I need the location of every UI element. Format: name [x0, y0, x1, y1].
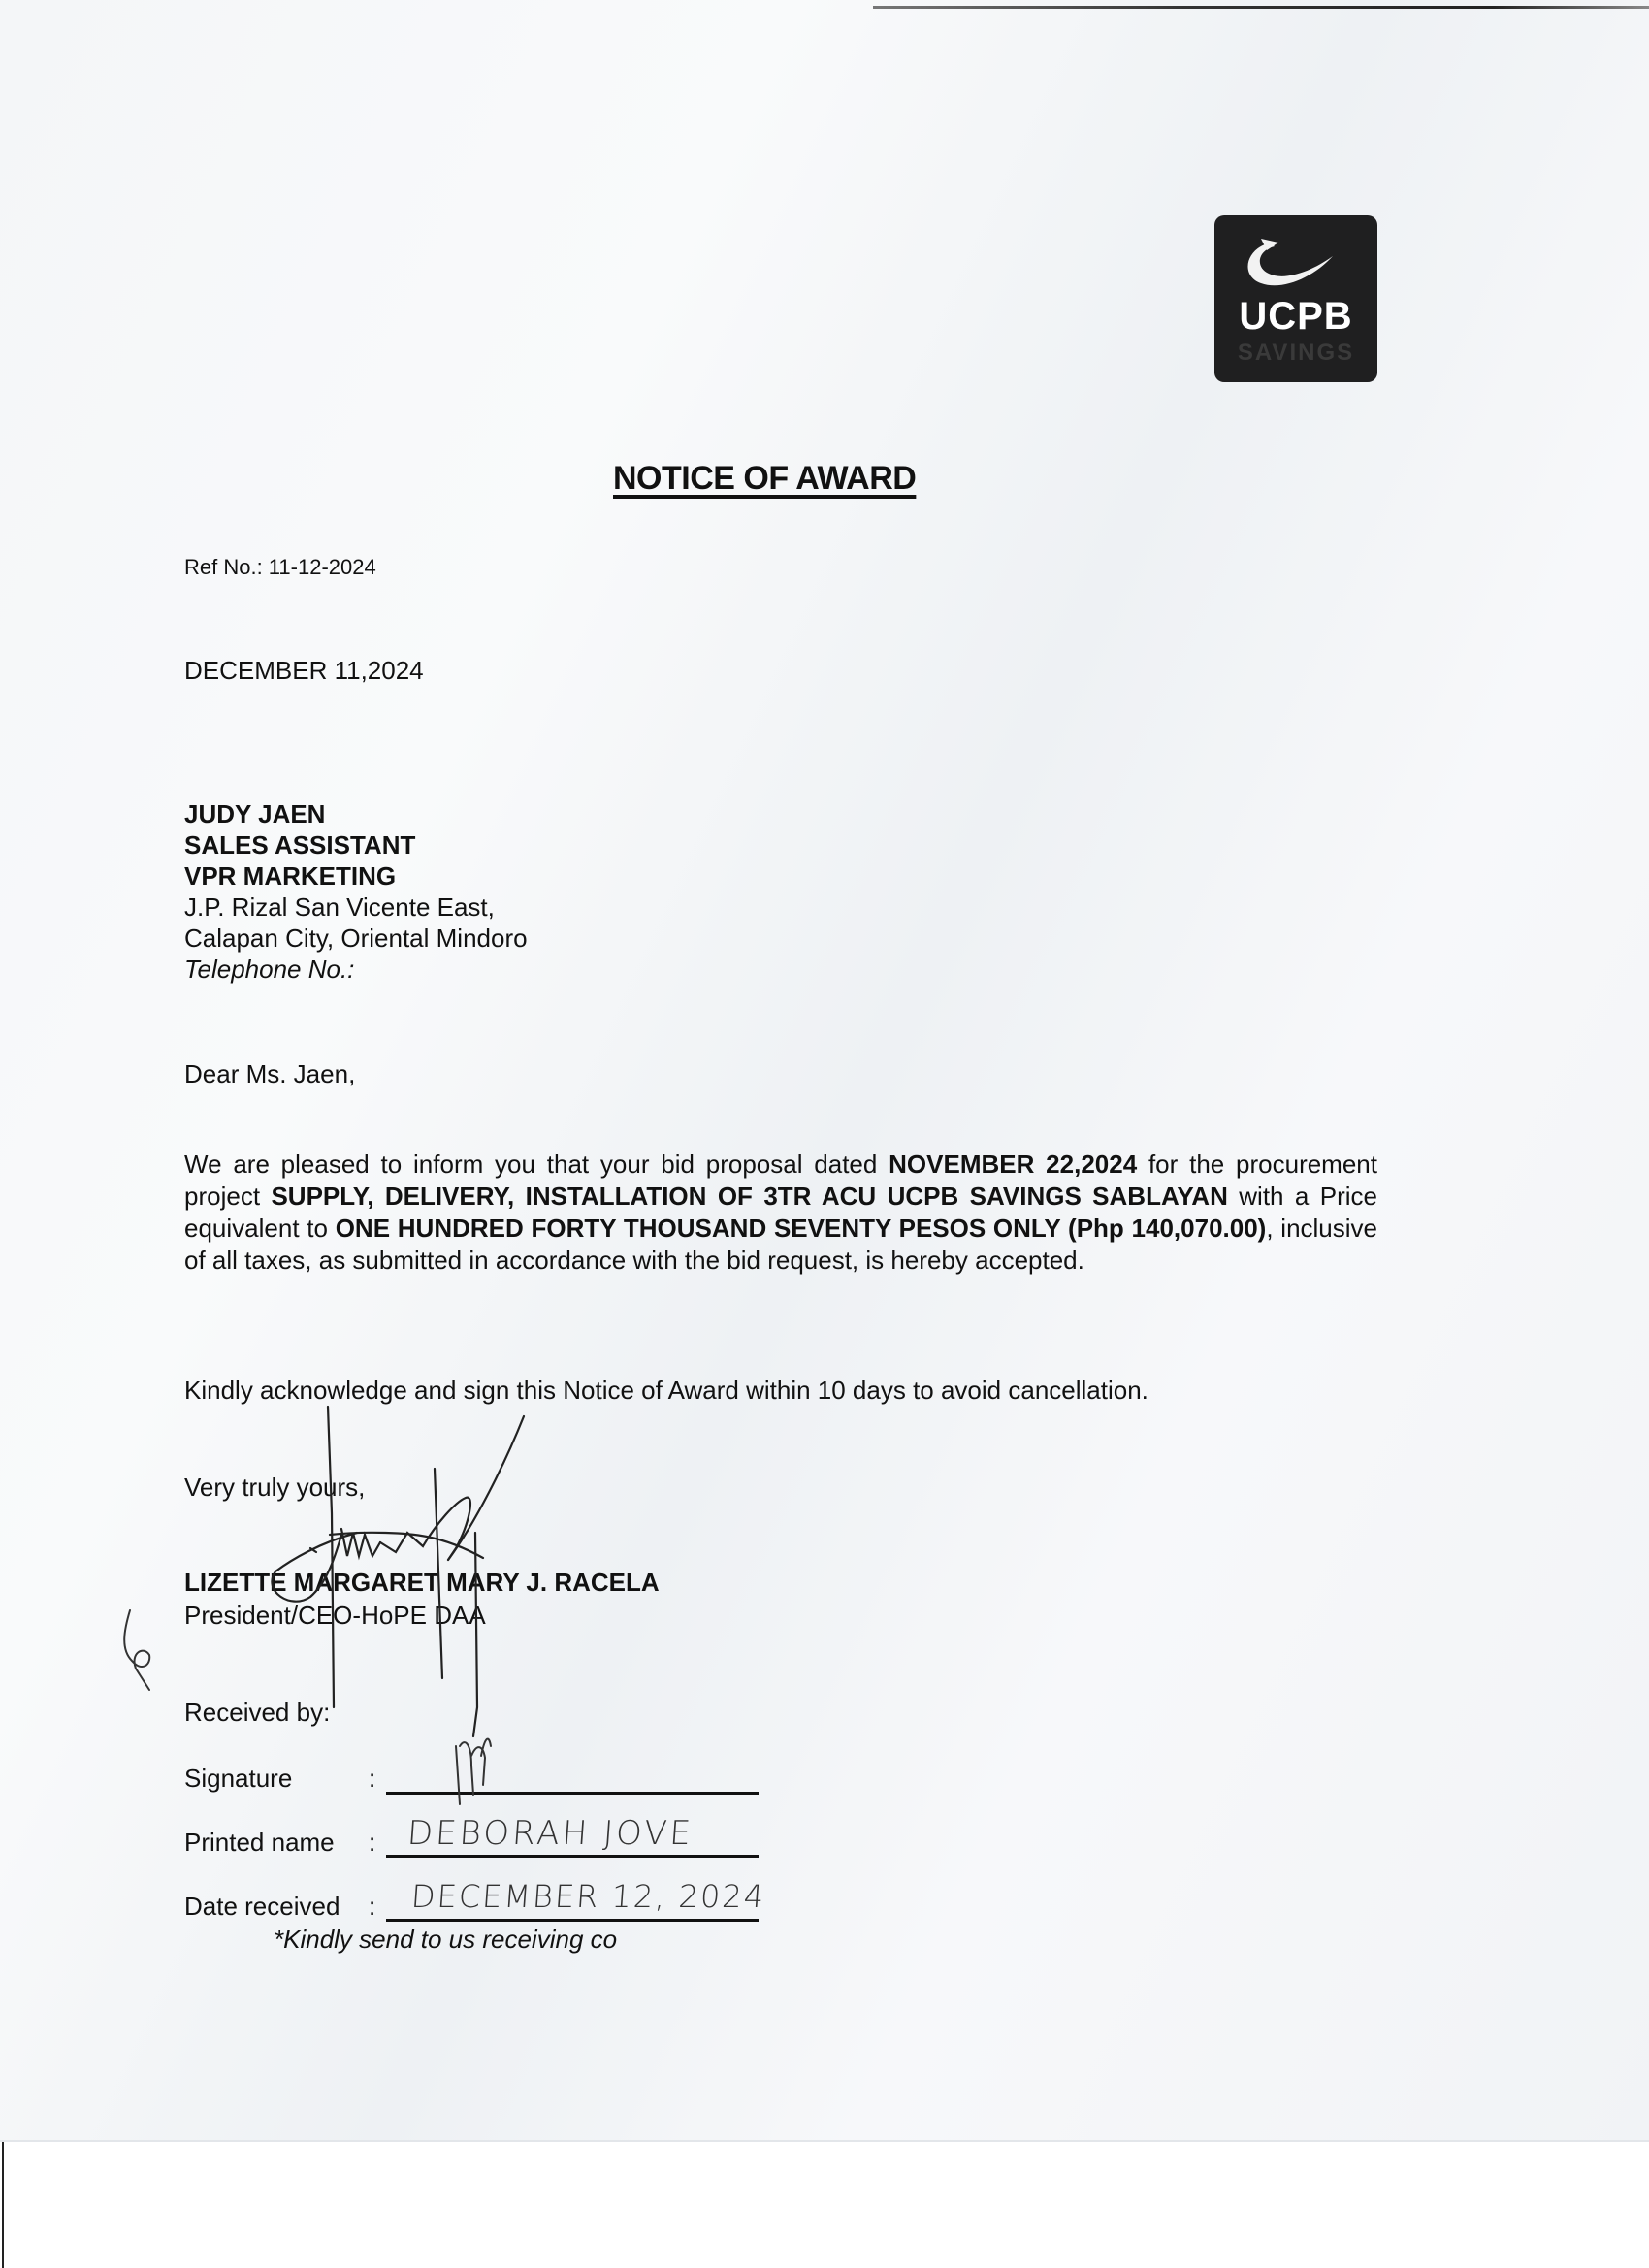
closing: Very truly yours, — [184, 1473, 366, 1502]
signature-label: Signature — [184, 1764, 293, 1793]
body-paragraph — [184, 1149, 1377, 1277]
document-title: NOTICE OF AWARD — [613, 460, 917, 497]
signatory-name: LIZETTE MARGARET MARY J. RACELA — [184, 1568, 660, 1597]
recipient-name: JUDY JAEN — [184, 799, 326, 828]
contract-price: ONE HUNDRED FORTY THOUSAND SEVENTY PESOS ONLY (Php 140,070.00) — [335, 1214, 1267, 1243]
bid-date: NOVEMBER 22,2024 — [889, 1150, 1138, 1179]
printed-name-colon: : — [369, 1828, 376, 1857]
date-received-label: Date received — [184, 1892, 340, 1921]
receiving-copy-note: *Kindly send to us receiving co — [274, 1925, 618, 1954]
date-received-handwritten: DECEMBER 12, 2024 — [409, 1878, 767, 1915]
scan-edge-left — [2, 2142, 4, 2268]
received-by-label: Received by: — [184, 1698, 331, 1727]
recipient-address-line1: J.P. Rizal San Vicente East, — [184, 892, 495, 922]
body-text: , inclusive of all taxes, as submitted in accordance with the bid request, is hereby accepted. — [184, 1214, 1377, 1275]
recipient-position: SALES ASSISTANT — [184, 830, 416, 859]
signature-colon: : — [369, 1764, 376, 1793]
swoosh-icon — [1232, 233, 1360, 301]
recipient-telephone-label: Telephone No.: — [184, 955, 355, 984]
body-text: for the procurement project — [184, 1150, 1377, 1211]
body-text: with a Price equivalent to — [184, 1182, 1377, 1243]
printed-name-label: Printed name — [184, 1828, 335, 1857]
logo-brand-text: UCPB — [1239, 295, 1353, 338]
ucpb-savings-logo — [1214, 215, 1377, 382]
date-received-colon: : — [369, 1892, 376, 1921]
printed-name-field[interactable] — [386, 1855, 759, 1858]
logo-sub-text: SAVINGS — [1237, 340, 1355, 366]
signatory-title: President/CEO-HoPE DAA — [184, 1601, 486, 1630]
date-received-field[interactable] — [386, 1919, 759, 1922]
project-name: SUPPLY, DELIVERY, INSTALLATION OF 3TR ACU UCPB SAVINGS SABLAYAN — [271, 1182, 1228, 1211]
printed-name-handwritten: DEBORAH JOVE — [405, 1814, 695, 1853]
recipient-address-line2: Calapan City, Oriental Mindoro — [184, 923, 528, 953]
acknowledge-instruction: Kindly acknowledge and sign this Notice of Award within 10 days to avoid cancellation. — [184, 1376, 1148, 1405]
reference-number: Ref No.: 11-12-2024 — [184, 555, 376, 579]
signature-field[interactable] — [386, 1792, 759, 1795]
body-text: We are pleased to inform you that your bid proposal dated — [184, 1150, 889, 1179]
letter-date: DECEMBER 11,2024 — [184, 656, 424, 685]
salutation: Dear Ms. Jaen, — [184, 1059, 356, 1088]
scan-edge-top — [873, 6, 1649, 9]
scan-edge-bottom — [0, 2140, 1649, 2142]
recipient-company: VPR MARKETING — [184, 861, 397, 891]
